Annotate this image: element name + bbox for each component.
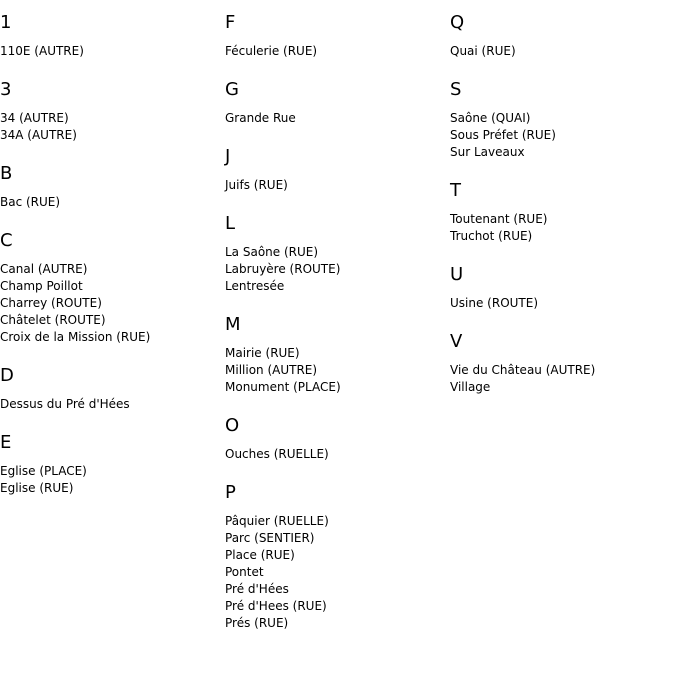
letter-heading: Q [450, 12, 465, 33]
letter-group [225, 79, 445, 127]
street-link[interactable]: Village [450, 380, 491, 394]
letter-heading: G [225, 79, 239, 100]
street-link[interactable]: Mairie (RUE) [225, 346, 300, 360]
letter-heading: V [450, 331, 463, 352]
letter-group [0, 12, 220, 60]
street-link[interactable]: Charrey (ROUTE) [0, 296, 102, 310]
letter-heading: C [0, 230, 13, 251]
street-link[interactable]: Quai (RUE) [450, 44, 516, 58]
letter-heading: B [0, 163, 13, 184]
letter-heading: O [225, 415, 240, 436]
letter-group [225, 146, 445, 194]
street-link[interactable]: Canal (AUTRE) [0, 262, 88, 276]
street-link[interactable]: Eglise (PLACE) [0, 464, 87, 478]
street-link[interactable]: Pontet [225, 565, 264, 579]
street-link[interactable]: Parc (SENTIER) [225, 531, 315, 545]
street-link[interactable]: Croix de la Mission (RUE) [0, 330, 151, 344]
street-link[interactable]: Saône (QUAI) [450, 111, 531, 125]
letter-heading: M [225, 314, 241, 335]
street-link[interactable]: Sur Laveaux [450, 145, 525, 159]
letter-group [225, 314, 445, 396]
index-column-2 [225, 12, 445, 651]
letter-group [225, 213, 445, 295]
street-link[interactable]: Prés (RUE) [225, 616, 289, 630]
street-link[interactable]: Usine (ROUTE) [450, 296, 539, 310]
letter-heading: P [225, 482, 236, 503]
street-link[interactable]: Vie du Château (AUTRE) [450, 363, 596, 377]
street-link[interactable]: Sous Préfet (RUE) [450, 128, 556, 142]
letter-heading: T [450, 180, 461, 201]
street-link[interactable]: Féculerie (RUE) [225, 44, 318, 58]
letter-group [225, 482, 445, 632]
letter-heading: F [225, 12, 236, 33]
letter-group [0, 432, 220, 497]
street-link[interactable]: Champ Poillot [0, 279, 83, 293]
letter-group [450, 180, 670, 245]
street-link[interactable]: La Saône (RUE) [225, 245, 319, 259]
letter-heading: U [450, 264, 464, 285]
letter-group [450, 331, 670, 396]
letter-group [225, 12, 445, 60]
street-link[interactable]: Place (RUE) [225, 548, 295, 562]
letter-heading: D [0, 365, 14, 386]
letter-group [0, 230, 220, 346]
letter-group [450, 264, 670, 312]
street-link[interactable]: Pré d'Hees (RUE) [225, 599, 327, 613]
letter-group [0, 163, 220, 211]
letter-group [0, 79, 220, 144]
letter-heading: E [0, 432, 12, 453]
letter-group [450, 12, 670, 60]
letter-heading: 3 [0, 79, 12, 100]
street-link[interactable]: Truchot (RUE) [450, 229, 533, 243]
street-link[interactable]: Eglise (RUE) [0, 481, 74, 495]
index-column-1 [0, 12, 220, 516]
street-link[interactable]: Pré d'Hées [225, 582, 289, 596]
street-link[interactable]: Dessus du Pré d'Hées [0, 397, 130, 411]
street-link[interactable]: Juifs (RUE) [225, 178, 288, 192]
street-link[interactable]: Labruyère (ROUTE) [225, 262, 341, 276]
letter-group [450, 79, 670, 161]
letter-group [225, 415, 445, 463]
street-link[interactable]: Lentresée [225, 279, 285, 293]
street-link[interactable]: Pâquier (RUELLE) [225, 514, 329, 528]
letter-heading: L [225, 213, 236, 234]
letter-group [0, 365, 220, 413]
letter-heading: 1 [0, 12, 12, 33]
street-link[interactable]: Ouches (RUELLE) [225, 447, 329, 461]
letter-heading: S [450, 79, 462, 100]
street-link[interactable]: Toutenant (RUE) [450, 212, 548, 226]
street-link[interactable]: 110E (AUTRE) [0, 44, 84, 58]
street-link[interactable]: Million (AUTRE) [225, 363, 318, 377]
street-link[interactable]: 34A (AUTRE) [0, 128, 77, 142]
street-link[interactable]: Monument (PLACE) [225, 380, 341, 394]
street-link[interactable]: Bac (RUE) [0, 195, 61, 209]
letter-heading: J [225, 146, 231, 167]
street-link[interactable]: 34 (AUTRE) [0, 111, 69, 125]
street-link[interactable]: Châtelet (ROUTE) [0, 313, 106, 327]
index-column-3 [450, 12, 670, 415]
street-link[interactable]: Grande Rue [225, 111, 296, 125]
